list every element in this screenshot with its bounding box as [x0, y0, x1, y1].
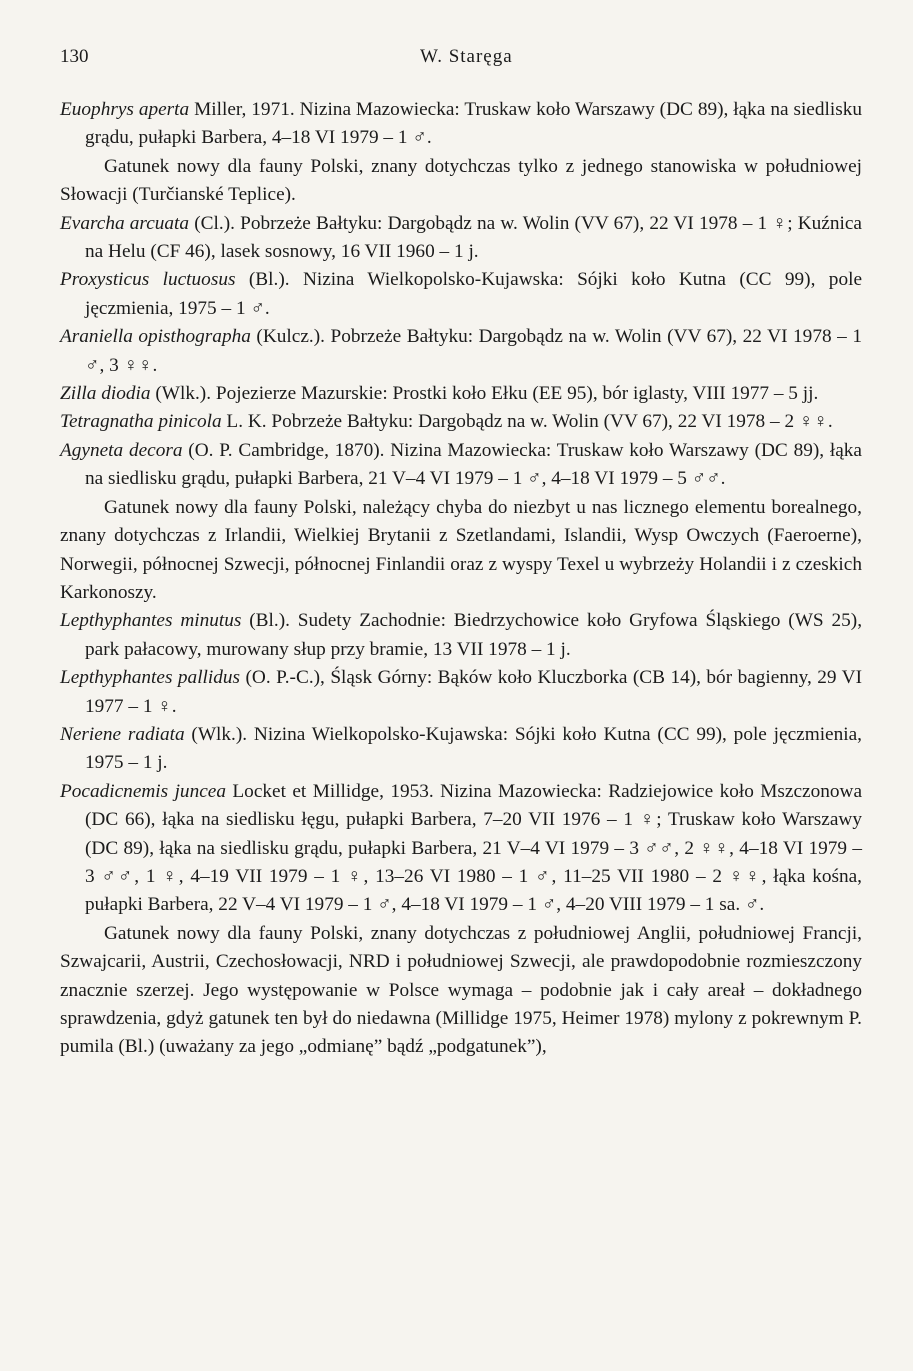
running-head: W. Staręga [420, 46, 513, 67]
species-entry [60, 96, 862, 153]
species-name: Pocadicnemis juncea [60, 780, 226, 802]
species-note: Gatunek nowy dla fauny Polski, znany dotychczas z południowej Anglii, południowej Francji, Szwajcarii, Austrii, Czechosłowacji, NRD i południowej Szwecji, ale prawdopodobnie rozmieszczony znacznie szerzej. Jego występowanie w Polsce wymaga – podobnie jak i cały areał – dokładnego sprawdzenia, gdyż gatunek ten był do niedawna (Millidge 1975, Heimer 1978) mylony z pokrewnym P. pumila (Bl.) (uważany za jego „odmianę” bądź „podgatunek”), [60, 922, 862, 1058]
body-text [60, 96, 862, 1062]
entry-text: (O. P.-C.), Śląsk Górny: Bąków koło Kluczborka (CB 14), bór bagienny, 29 VI 1977 – 1 ♀. [85, 667, 863, 717]
species-entry [60, 266, 862, 323]
species-entry [60, 721, 862, 778]
species-entry [60, 437, 862, 494]
species-note: Gatunek nowy dla fauny Polski, znany dotychczas tylko z jednego stanowiska w południowej Słowacji (Turčianské Teplice). [60, 155, 862, 206]
entry-text: L. K. Pobrzeże Bałtyku: Dargobądz na w. Wolin (VV 67), 22 VI 1978 – 2 ♀♀. [221, 411, 833, 433]
entry-text: (Bl.). Sudety Zachodnie: Biedrzychowice koło Gryfowa Śląskiego (WS 25), park pałacowy, murowany słup przy bramie, 13 VII 1978 – 1 j. [85, 610, 863, 660]
entry-text: (O. P. Cambridge, 1870). Nizina Mazowiecka: Truskaw koło Warszawy (DC 89), łąka na siedlisku grądu, pułapki Barbera, 21 V–4 VI 1979 – 1 ♂, 4–18 VI 1979 – 5 ♂♂. [85, 439, 862, 490]
page-header [60, 46, 861, 74]
entry-text: (Kulcz.). Pobrzeże Bałtyku: Dargobądz na w. Wolin (VV 67), 22 VI 1978 – 1 ♂, 3 ♀♀. [85, 326, 862, 376]
entry-text: Miller, 1971. Nizina Mazowiecka: Truskaw koło Warszawy (DC 89), łąka na siedlisku grądu, pułapki Barbera, 4–18 VI 1979 – 1 ♂. [85, 99, 862, 149]
entry-text: (Cl.). Pobrzeże Bałtyku: Dargobądz na w. Wolin (VV 67), 22 VI 1978 – 1 ♀; Kuźnica na Helu (CF 46), lasek sosnowy, 16 VII 1960 – 1 j. [85, 212, 862, 263]
species-name: Proxysticus luctuosus [60, 269, 236, 291]
entry-text: (Wlk.). Pojezierze Mazurskie: Prostki koło Ełku (EE 95), bór iglasty, VIII 1977 – 5 jj. [150, 383, 819, 405]
species-name: Araniella opisthographa [60, 326, 251, 348]
entry-text: Locket et Millidge, 1953. Nizina Mazowiecka: Radziejowice koło Mszczonowa (DC 66), łąka na siedlisku łęgu, pułapki Barbera, 7–20 VII 1976 – 1 ♀; Truskaw koło Warszawy (DC 89), łąka na siedlisku grądu, pułapki Barbera, 21 V–4 VI 1979 – 3 ♂♂, 2 ♀♀, 4–18 VI 1979 – 3 ♂♂, 1 ♀, 4–19 VII 1979 – 1 ♀, 13–26 VI 1980 – 1 ♂, 11–25 VII 1980 – 2 ♀♀, łąka kośna, pułapki Barbera, 22 V–4 VI 1979 – 1 ♂, 4–18 VI 1979 – 1 ♂, 4–20 VIII 1979 – 1 sa. ♂. [85, 780, 863, 916]
species-name: Lepthyphantes pallidus [60, 667, 241, 689]
species-entry [60, 323, 862, 380]
page-number: 130 [60, 46, 89, 67]
species-name: Euophrys aperta [60, 99, 190, 120]
species-entry [60, 778, 862, 920]
species-name: Lepthyphantes minutus [60, 610, 242, 632]
species-entry [60, 607, 862, 664]
species-name: Evarcha arcuata [60, 212, 190, 234]
species-name: Tetragnatha pinicola [60, 411, 222, 433]
species-name: Zilla diodia [60, 383, 151, 405]
species-name: Neriene radiata [60, 723, 185, 745]
species-note: Gatunek nowy dla fauny Polski, należący chyba do niezbyt u nas licznego elementu borealnego, znany dotychczas z Irlandii, Wielkiej Brytanii z Szetlandami, Islandii, Wysp Owczych (Faeroerne), Norwegii, północnej Szwecji, północnej Finlandii oraz z wyspy Texel u wybrzeży Holandii i z czeskich Karkonoszy. [60, 496, 862, 603]
species-entry [60, 210, 862, 267]
entry-text: (Wlk.). Nizina Wielkopolsko-Kujawska: Sójki koło Kutna (CC 99), pole jęczmienia, 1975 – 1 j. [85, 723, 862, 774]
species-entry [60, 408, 862, 436]
species-entry [60, 664, 862, 721]
entry-text: (Bl.). Nizina Wielkopolsko-Kujawska: Sójki koło Kutna (CC 99), pole jęczmienia, 1975 – 1 ♂. [85, 269, 862, 319]
species-entry [60, 380, 862, 408]
species-name: Agyneta decora [60, 439, 183, 461]
